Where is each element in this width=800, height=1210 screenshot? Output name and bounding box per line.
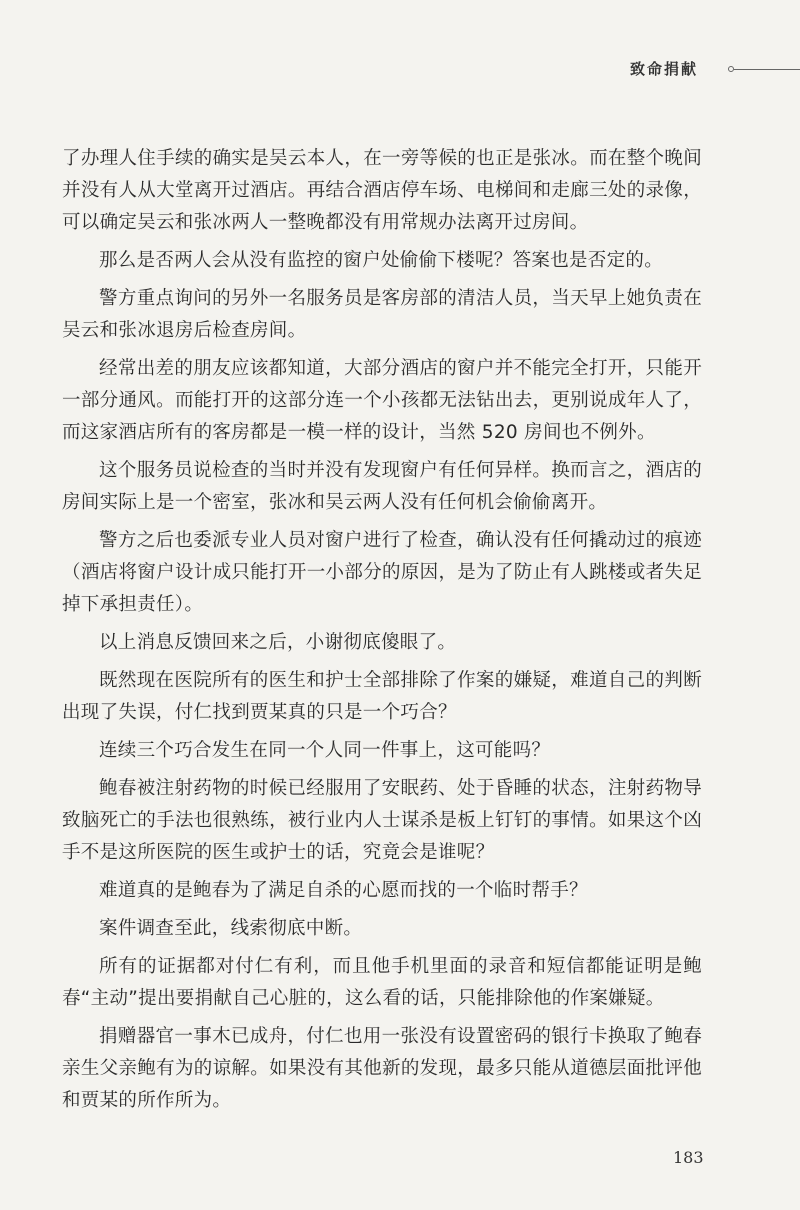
paragraph: 警方重点询问的另外一名服务员是客房部的清洁人员，当天早上她负责在吴云和张冰退房后检查房间。 — [62, 288, 702, 341]
header-rule — [734, 69, 800, 70]
paragraph: 这个服务员说检查的当时并没有发现窗户有任何异样。换而言之，酒店的房间实际上是一个密室，张冰和吴云两人没有任何机会偷偷离开。 — [62, 460, 702, 513]
paragraph: 经常出差的朋友应该都知道，大部分酒店的窗户并不能完全打开，只能开一部分通风。而能打开的这部分连一个小孩都无法钻出去，更别说成年人了，而这家酒店所有的客房都是一模一样的设计，当然 520 房间也不例外。 — [62, 358, 702, 443]
paragraph: 难道真的是鲍春为了满足自杀的心愿而找的一个临时帮手？ — [99, 880, 588, 901]
paragraph: 那么是否两人会从没有监控的窗户处偷偷下楼呢？答案也是否定的。 — [99, 250, 664, 271]
running-header — [630, 58, 800, 82]
paragraph: 捐赠器官一事木已成舟，付仁也用一张没有设置密码的银行卡换取了鲍春亲生父亲鲍有为的谅解。如果没有其他新的发现，最多只能从道德层面批评他和贾某的所作所为。 — [62, 1026, 702, 1111]
page-number: 183 — [673, 1148, 704, 1167]
paragraph: 所有的证据都对付仁有利，而且他手机里面的录音和短信都能证明是鲍春“主动”提出要捐献自己心脏的，这么看的话，只能排除他的作案嫌疑。 — [62, 956, 702, 1009]
paragraph: 鲍春被注射药物的时候已经服用了安眠药、处于昏睡的状态，注射药物导致脑死亡的手法也很熟练，被行业内人士谋杀是板上钉钉的事情。如果这个凶手不是这所医院的医生或护士的话，究竟会是谁呢？ — [62, 778, 702, 863]
paragraph: 连续三个巧合发生在同一个人同一件事上，这可能吗？ — [99, 740, 551, 761]
paragraph: 既然现在医院所有的医生和护士全部排除了作案的嫌疑，难道自己的判断出现了失误，付仁找到贾某真的只是一个巧合？ — [62, 670, 702, 723]
paragraph: 案件调查至此，线索彻底中断。 — [99, 918, 363, 939]
paragraph: 警方之后也委派专业人员对窗户进行了检查，确认没有任何撬动过的痕迹（酒店将窗户设计成只能打开一小部分的原因，是为了防止有人跳楼或者失足掉下承担责任）。 — [62, 530, 702, 615]
paragraph: 以上消息反馈回来之后，小谢彻底傻眼了。 — [99, 632, 457, 653]
page-body — [62, 143, 702, 1123]
chapter-title: 致命捐献 — [630, 60, 699, 78]
paragraph: 了办理人住手续的确实是吴云本人，在一旁等候的也正是张冰。而在整个晚间并没有人从大堂离开过酒店。再结合酒店停车场、电梯间和走廊三处的录像，可以确定吴云和张冰两人一整晚都没有用常规办法离开过房间。 — [62, 148, 702, 233]
